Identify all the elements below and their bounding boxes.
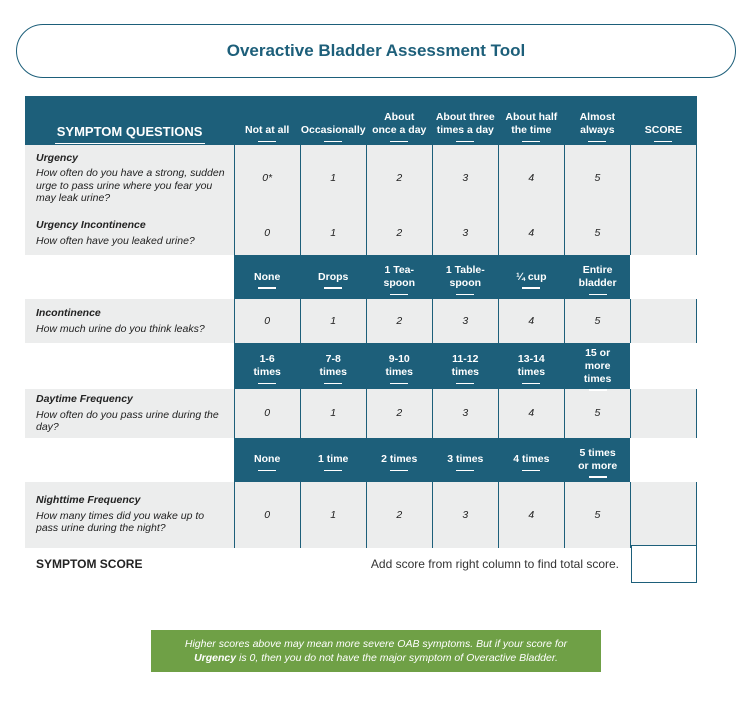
frequency-header-5 bbox=[564, 96, 630, 145]
option-line: always bbox=[580, 124, 615, 136]
score-field[interactable] bbox=[630, 145, 696, 211]
answer-option[interactable]: 0 bbox=[234, 211, 300, 255]
symptom-questions-header: SYMPTOM QUESTIONS bbox=[25, 96, 234, 145]
option-header bbox=[432, 438, 498, 482]
blank-cell bbox=[630, 343, 696, 389]
answer-option[interactable]: 5 bbox=[564, 211, 630, 255]
frequency-header-1 bbox=[300, 96, 366, 145]
question-row bbox=[25, 482, 697, 548]
question-text: How often have you leaked urine? bbox=[36, 234, 195, 247]
option-line: times bbox=[385, 366, 413, 378]
question-title: Daytime Frequency bbox=[36, 393, 133, 405]
option-header bbox=[564, 343, 630, 389]
blank-cell bbox=[630, 438, 696, 482]
option-line: Occasionally bbox=[300, 124, 366, 136]
answer-option[interactable]: 1 bbox=[300, 145, 366, 211]
answer-option[interactable]: 4 bbox=[498, 145, 564, 211]
option-line: Not at all bbox=[244, 124, 290, 136]
symptom-score-label: SYMPTOM SCORE bbox=[36, 557, 143, 571]
answer-option[interactable]: 3 bbox=[432, 211, 498, 255]
option-line: or more bbox=[578, 459, 618, 472]
option-line: 9-10 bbox=[388, 353, 410, 365]
question-row bbox=[25, 299, 697, 343]
option-header bbox=[234, 255, 300, 299]
option-line: 1-6 bbox=[259, 353, 275, 365]
blank-cell bbox=[25, 343, 234, 389]
option-header bbox=[300, 255, 366, 299]
option-line: 5 times bbox=[579, 446, 616, 459]
question-text: How often do you have a strong, sudden urge to pass urine where you fear you may leak urine? bbox=[36, 167, 225, 204]
option-header bbox=[432, 255, 498, 299]
option-header bbox=[366, 255, 432, 299]
option-header bbox=[366, 343, 432, 389]
answer-option[interactable]: 3 bbox=[432, 389, 498, 438]
option-line: None bbox=[254, 453, 281, 465]
question-row bbox=[25, 389, 697, 438]
question-text: How much urine do you think leaks? bbox=[36, 322, 205, 335]
frequency-header-2 bbox=[366, 96, 432, 145]
option-header bbox=[498, 343, 564, 389]
option-header-row bbox=[25, 255, 697, 299]
option-line: times bbox=[451, 366, 480, 378]
answer-option[interactable]: 3 bbox=[432, 299, 498, 343]
option-line: once a day bbox=[372, 124, 427, 136]
answer-option[interactable]: 5 bbox=[564, 299, 630, 343]
option-line: bladder bbox=[578, 277, 617, 289]
question-title: Urgency bbox=[36, 151, 79, 164]
question-row bbox=[25, 211, 697, 255]
answer-option[interactable]: 2 bbox=[366, 145, 432, 211]
blank-cell bbox=[25, 255, 234, 299]
option-header-row bbox=[25, 343, 697, 389]
answer-option[interactable]: 4 bbox=[498, 211, 564, 255]
option-line: spoon bbox=[383, 277, 415, 289]
answer-option[interactable]: 4 bbox=[498, 482, 564, 548]
question-title: Urgency Incontinence bbox=[36, 219, 146, 231]
option-line: 3 times bbox=[447, 453, 484, 465]
footer-note-line1: Higher scores above may mean more severe OAB symptoms. But if your score for bbox=[184, 638, 568, 650]
option-header bbox=[498, 255, 564, 299]
answer-option[interactable]: 0 bbox=[234, 389, 300, 438]
score-header: SCORE bbox=[630, 96, 696, 145]
question-title: Incontinence bbox=[36, 307, 101, 319]
total-score-field[interactable] bbox=[631, 545, 697, 583]
option-line: About bbox=[384, 111, 415, 123]
option-line: times bbox=[583, 372, 612, 385]
option-line: 13-14 bbox=[517, 353, 545, 365]
score-field[interactable] bbox=[630, 299, 696, 343]
option-line: 11-12 bbox=[452, 353, 479, 365]
question-text: How often do you pass urine during the day? bbox=[36, 408, 219, 433]
answer-option[interactable]: 0 bbox=[234, 299, 300, 343]
option-line: 2 times bbox=[381, 453, 418, 465]
answer-option[interactable]: 2 bbox=[366, 299, 432, 343]
option-header bbox=[498, 438, 564, 482]
score-field[interactable] bbox=[630, 211, 696, 255]
option-line: Drops bbox=[318, 270, 349, 283]
score-field[interactable] bbox=[630, 389, 696, 438]
option-line: 1 Tea- bbox=[384, 264, 415, 276]
question-title: Nighttime Frequency bbox=[36, 494, 141, 507]
option-line: 7-8 bbox=[325, 353, 341, 365]
question-cell bbox=[25, 145, 234, 211]
question-cell bbox=[25, 389, 234, 438]
footer-note bbox=[151, 630, 601, 672]
footer-note-bold: Urgency bbox=[194, 652, 237, 664]
option-line: 1 Table- bbox=[445, 264, 485, 276]
option-line: ¼ cup bbox=[516, 270, 547, 283]
question-text: How many times did you wake up to pass urine during the night? bbox=[36, 509, 205, 535]
option-line: times a day bbox=[436, 124, 494, 136]
answer-option[interactable]: 3 bbox=[432, 145, 498, 211]
option-line: 15 or bbox=[585, 346, 611, 359]
frequency-header-3 bbox=[432, 96, 498, 145]
frequency-header-0 bbox=[234, 96, 300, 145]
option-header bbox=[564, 255, 630, 299]
answer-option[interactable]: 4 bbox=[498, 389, 564, 438]
footer-note-line2: is 0, then you do not have the major symptom of Overactive Bladder. bbox=[236, 652, 558, 664]
header-row bbox=[25, 96, 697, 145]
answer-option[interactable]: 1 bbox=[300, 482, 366, 548]
option-line: About three bbox=[435, 111, 495, 123]
option-header bbox=[300, 438, 366, 482]
answer-option[interactable]: 5 bbox=[564, 145, 630, 211]
option-line: times bbox=[253, 366, 281, 378]
question-cell bbox=[25, 482, 234, 548]
option-line: times bbox=[517, 366, 546, 378]
answer-option[interactable]: 1 bbox=[300, 389, 366, 438]
question-cell bbox=[25, 211, 234, 255]
symptom-score-row bbox=[25, 545, 697, 583]
page-title: Overactive Bladder Assessment Tool bbox=[226, 41, 526, 60]
answer-option[interactable]: 0 bbox=[234, 482, 300, 548]
option-line: spoon bbox=[449, 277, 482, 289]
option-line: 4 times bbox=[513, 453, 550, 465]
question-row bbox=[25, 145, 697, 211]
option-line: None bbox=[254, 270, 281, 283]
option-header bbox=[300, 343, 366, 389]
answer-option[interactable]: 2 bbox=[366, 482, 432, 548]
option-line: About half bbox=[505, 111, 558, 123]
option-header bbox=[366, 438, 432, 482]
option-line: more bbox=[584, 359, 611, 372]
option-header bbox=[234, 343, 300, 389]
option-line: Entire bbox=[582, 264, 613, 276]
question-cell bbox=[25, 299, 234, 343]
option-line: the time bbox=[511, 124, 552, 136]
option-header bbox=[432, 343, 498, 389]
answer-option[interactable]: 5 bbox=[564, 482, 630, 548]
symptom-score-note: Add score from right column to find total score. bbox=[370, 557, 619, 571]
answer-option[interactable]: 1 bbox=[300, 299, 366, 343]
answer-option[interactable]: 1 bbox=[300, 211, 366, 255]
option-line: 1 time bbox=[318, 453, 349, 465]
blank-cell bbox=[25, 438, 234, 482]
answer-option[interactable]: 2 bbox=[366, 211, 432, 255]
option-line: Almost bbox=[579, 111, 616, 123]
score-field[interactable] bbox=[630, 482, 696, 548]
answer-option[interactable]: 2 bbox=[366, 389, 432, 438]
answer-option[interactable]: 0* bbox=[234, 145, 300, 211]
option-header bbox=[564, 438, 630, 482]
option-header bbox=[234, 438, 300, 482]
option-line: times bbox=[319, 366, 347, 378]
option-header-row bbox=[25, 438, 697, 482]
answer-option[interactable]: 4 bbox=[498, 299, 564, 343]
answer-option[interactable]: 5 bbox=[564, 389, 630, 438]
title-box bbox=[16, 24, 736, 78]
assessment-table bbox=[25, 96, 697, 548]
blank-cell bbox=[630, 255, 696, 299]
answer-option[interactable]: 3 bbox=[432, 482, 498, 548]
frequency-header-4 bbox=[498, 96, 564, 145]
